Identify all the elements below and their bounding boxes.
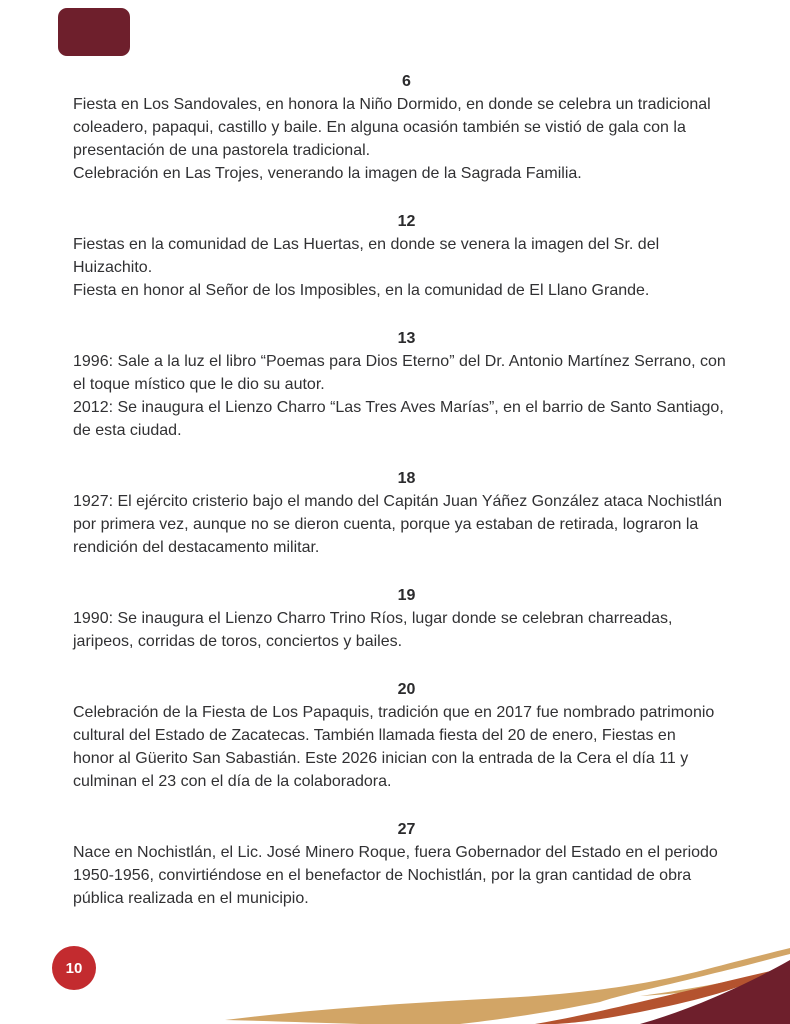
text-line: 2012: Se inaugura el Lienzo Charro “Las Tres Aves Marías”, en el barrio de Santo Santiago, (73, 399, 724, 416)
text-line: Nace en Nochistlán, el Lic. José Minero Roque, fuera Gobernador del Estado en el periodo (73, 844, 718, 861)
calendar-entry-12 (73, 210, 740, 302)
text-line: cultural del Estado de Zacatecas. También llamada fiesta del 20 de enero, Fiestas en (73, 727, 676, 744)
calendar-entry-20 (73, 678, 740, 793)
text-line: de esta ciudad. (73, 422, 182, 439)
text-line: 1990: Se inaugura el Lienzo Charro Trino Ríos, lugar donde se celebran charreadas, (73, 610, 673, 627)
section-heading: 18 (397, 470, 416, 487)
text-line: Celebración de la Fiesta de Los Papaquis, tradición que en 2017 fue nombrado patrimonio (73, 704, 715, 721)
text-line: Celebración en Las Trojes, venerando la imagen de la Sagrada Familia. (73, 165, 582, 182)
text-line: por primera vez, aunque no se dieron cuenta, porque ya estaban de retirada, lograron la (73, 516, 699, 533)
section-heading: 6 (402, 73, 411, 90)
text-line: culminan el 23 con el día de la colaboradora. (73, 773, 392, 790)
text-line: coleadero, papaqui, castillo y baile. En alguna ocasión también se vistió de gala con la (73, 119, 686, 136)
wave-decoration (0, 930, 790, 1024)
text-line: el toque místico que le dio su autor. (73, 376, 325, 393)
text-line: Fiesta en honor al Señor de los Imposibles, en la comunidad de El Llano Grande. (73, 282, 650, 299)
section-heading: 13 (397, 330, 416, 347)
text-line: 1927: El ejército cristerio bajo el mando del Capitán Juan Yáñez González ataca Nochistlán (73, 493, 722, 510)
section-heading: 19 (397, 587, 416, 604)
calendar-entry-13 (73, 327, 740, 442)
calendar-entry-19 (73, 584, 740, 653)
calendar-entry-27 (73, 818, 740, 910)
text-line: Huizachito. (73, 259, 153, 276)
page-content (73, 70, 740, 935)
text-line: 1950-1956, convirtiéndose en el benefactor de Nochistlán, por la gran cantidad de obra (73, 867, 692, 884)
calendar-entry-18 (73, 467, 740, 559)
calendar-entry-6 (73, 70, 740, 185)
text-line: 1996: Sale a la luz el libro “Poemas para Dios Eterno” del Dr. Antonio Martínez Serrano, con (73, 353, 726, 370)
text-line: jaripeos, corridas de toros, conciertos y bailes. (73, 633, 403, 650)
text-line: Fiesta en Los Sandovales, en honora la Niño Dormido, en donde se celebra un tradicional (73, 96, 711, 113)
page-number: 10 (65, 959, 83, 977)
corner-tab-decoration (58, 8, 130, 56)
section-heading: 20 (397, 681, 416, 698)
section-heading: 27 (397, 821, 416, 838)
text-line: rendición del destacamento militar. (73, 539, 320, 556)
section-heading: 12 (397, 213, 416, 230)
text-line: pública realizada en el municipio. (73, 890, 309, 907)
text-line: presentación de una pastorela tradicional. (73, 142, 371, 159)
text-line: honor al Güerito San Sabastián. Este 2026 inician con la entrada de la Cera el día 11 y (73, 750, 689, 767)
text-line: Fiestas en la comunidad de Las Huertas, en donde se venera la imagen del Sr. del (73, 236, 660, 253)
